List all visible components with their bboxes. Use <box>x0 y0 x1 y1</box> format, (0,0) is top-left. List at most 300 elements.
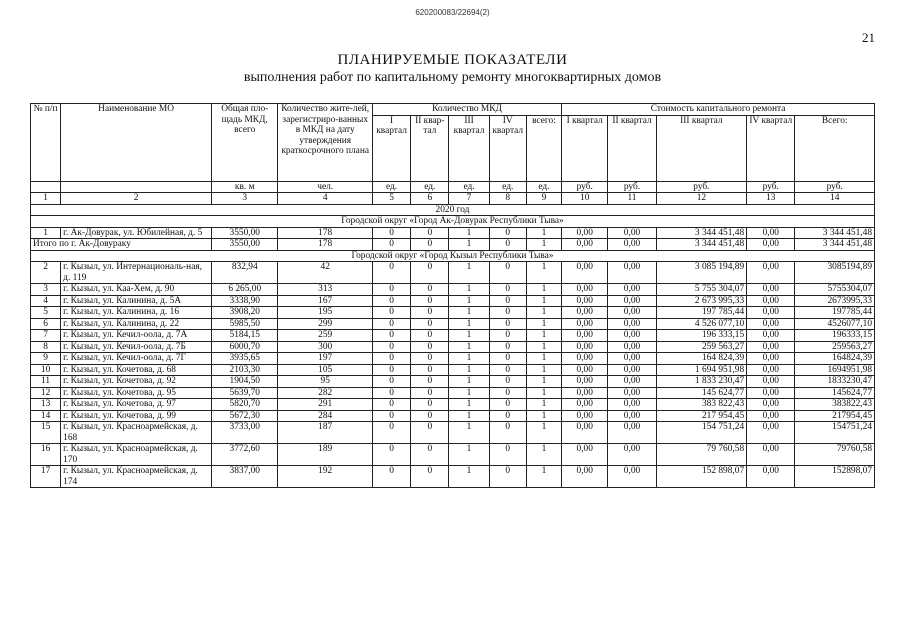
unit-cell: чел. <box>278 181 373 193</box>
header-residents: Количество жите-лей, зарегистриро-ванных в МКД на дату утверждения краткосрочного плана <box>278 104 373 182</box>
mkd-total: 1 <box>526 422 561 444</box>
mkd-q1: 0 <box>372 466 410 488</box>
column-number: 11 <box>608 193 656 205</box>
mkd-q3: 1 <box>449 295 489 307</box>
area-value: 3733,00 <box>212 422 278 444</box>
row-number: 10 <box>31 364 61 376</box>
mkd-total: 1 <box>526 262 561 284</box>
cost-total: 259563,27 <box>795 341 875 353</box>
cost-q1: 0,00 <box>562 422 608 444</box>
mkd-q3: 1 <box>449 376 489 388</box>
column-number: 2 <box>61 193 212 205</box>
summary-mkd-q3: 1 <box>449 239 489 251</box>
unit-cell: ед. <box>372 181 410 193</box>
mkd-q2: 0 <box>411 376 449 388</box>
mkd-q4: 0 <box>489 284 526 296</box>
mkd-q2: 0 <box>411 387 449 399</box>
section-row <box>31 216 875 228</box>
mkd-total: 1 <box>526 376 561 388</box>
mkd-q2: 0 <box>411 318 449 330</box>
column-number-row <box>31 193 875 205</box>
residents-value: 42 <box>278 262 373 284</box>
header-mkd-q4: IV квартал <box>489 115 526 181</box>
cost-q4: 0,00 <box>747 227 795 239</box>
table-row <box>31 387 875 399</box>
cost-q3: 152 898,07 <box>656 466 747 488</box>
column-number: 6 <box>411 193 449 205</box>
page-subtitle: выполнения работ по капитальному ремонту многоквартирных домов <box>243 70 662 85</box>
cost-total: 3 344 451,48 <box>795 227 875 239</box>
cost-q1: 0,00 <box>562 284 608 296</box>
cost-q4: 0,00 <box>747 341 795 353</box>
mkd-q1: 0 <box>372 262 410 284</box>
area-value: 1904,50 <box>212 376 278 388</box>
mkd-total: 1 <box>526 387 561 399</box>
cost-q2: 0,00 <box>608 284 656 296</box>
row-number: 8 <box>31 341 61 353</box>
cost-q2: 0,00 <box>608 318 656 330</box>
cost-q4: 0,00 <box>747 284 795 296</box>
mkd-total: 1 <box>526 284 561 296</box>
table-row <box>31 422 875 444</box>
cost-q3: 4 526 077,10 <box>656 318 747 330</box>
header-cost-group: Стоимость капитального ремонта <box>562 104 875 116</box>
unit-cell: ед. <box>489 181 526 193</box>
row-number: 1 <box>31 227 61 239</box>
cost-q3: 3 085 194,89 <box>656 262 747 284</box>
mo-name: г. Кызыл, ул. Кочетова, д. 68 <box>61 364 212 376</box>
area-value: 5672,30 <box>212 410 278 422</box>
cost-q2: 0,00 <box>608 444 656 466</box>
cost-q4: 0,00 <box>747 262 795 284</box>
residents-value: 313 <box>278 284 373 296</box>
mkd-q1: 0 <box>372 353 410 365</box>
residents-value: 259 <box>278 330 373 342</box>
summary-cost-q1: 0,00 <box>562 239 608 251</box>
mo-name: г. Кызыл, ул. Калинина, д. 16 <box>61 307 212 319</box>
table-row <box>31 444 875 466</box>
mkd-q1: 0 <box>372 387 410 399</box>
cost-q3: 3 344 451,48 <box>656 227 747 239</box>
mkd-q4: 0 <box>489 307 526 319</box>
cost-q4: 0,00 <box>747 364 795 376</box>
row-number: 16 <box>31 444 61 466</box>
mkd-q2: 0 <box>411 444 449 466</box>
summary-residents-value: 178 <box>278 239 373 251</box>
cost-total: 5755304,07 <box>795 284 875 296</box>
cost-q4: 0,00 <box>747 444 795 466</box>
mo-name: г. Кызыл, ул. Калинина, д. 5А <box>61 295 212 307</box>
area-value: 5184,15 <box>212 330 278 342</box>
mkd-q2: 0 <box>411 330 449 342</box>
table-row <box>31 318 875 330</box>
section-title: Городской округ «Город Кызыл Республики Тыва» <box>31 250 875 262</box>
cost-total: 197785,44 <box>795 307 875 319</box>
header-cost-q3: III квартал <box>656 115 747 181</box>
mkd-q4: 0 <box>489 330 526 342</box>
cost-q2: 0,00 <box>608 376 656 388</box>
cost-total: 196333,15 <box>795 330 875 342</box>
cost-total: 1833230,47 <box>795 376 875 388</box>
mkd-q3: 1 <box>449 364 489 376</box>
table-row <box>31 307 875 319</box>
mkd-q4: 0 <box>489 364 526 376</box>
mkd-q3: 1 <box>449 422 489 444</box>
cost-q2: 0,00 <box>608 330 656 342</box>
mkd-q1: 0 <box>372 364 410 376</box>
area-value: 2103,30 <box>212 364 278 376</box>
area-value: 3550,00 <box>212 227 278 239</box>
mkd-q2: 0 <box>411 422 449 444</box>
cost-q1: 0,00 <box>562 330 608 342</box>
table-row <box>31 227 875 239</box>
cost-q2: 0,00 <box>608 227 656 239</box>
mo-name: г. Кызыл, ул. Кочетова, д. 97 <box>61 399 212 411</box>
row-number: 12 <box>31 387 61 399</box>
summary-cost-q4: 0,00 <box>747 239 795 251</box>
residents-value: 189 <box>278 444 373 466</box>
summary-row <box>31 239 875 251</box>
mkd-q4: 0 <box>489 262 526 284</box>
cost-q2: 0,00 <box>608 307 656 319</box>
mkd-q4: 0 <box>489 466 526 488</box>
table-row <box>31 410 875 422</box>
cost-q1: 0,00 <box>562 262 608 284</box>
area-value: 5820,70 <box>212 399 278 411</box>
column-number: 10 <box>562 193 608 205</box>
summary-mkd-q1: 0 <box>372 239 410 251</box>
cost-q3: 164 824,39 <box>656 353 747 365</box>
mkd-total: 1 <box>526 318 561 330</box>
mkd-q1: 0 <box>372 227 410 239</box>
mkd-q3: 1 <box>449 341 489 353</box>
mkd-q3: 1 <box>449 387 489 399</box>
cost-q4: 0,00 <box>747 295 795 307</box>
summary-area-value: 3550,00 <box>212 239 278 251</box>
mo-name: г. Кызыл, ул. Кечил-оола, д. 7Б <box>61 341 212 353</box>
residents-value: 178 <box>278 227 373 239</box>
mkd-q1: 0 <box>372 295 410 307</box>
table-row <box>31 330 875 342</box>
table-row <box>31 376 875 388</box>
cost-q4: 0,00 <box>747 410 795 422</box>
table-row <box>31 399 875 411</box>
header-no: № п/п <box>31 104 61 182</box>
row-number: 7 <box>31 330 61 342</box>
area-value: 3772,60 <box>212 444 278 466</box>
mkd-q4: 0 <box>489 399 526 411</box>
area-value: 6000,70 <box>212 341 278 353</box>
summary-cost-total: 3 344 451,48 <box>795 239 875 251</box>
residents-value: 284 <box>278 410 373 422</box>
mkd-q2: 0 <box>411 341 449 353</box>
mkd-q3: 1 <box>449 307 489 319</box>
mkd-total: 1 <box>526 444 561 466</box>
mkd-total: 1 <box>526 341 561 353</box>
header-mkd-q3: III квартал <box>449 115 489 181</box>
mkd-q3: 1 <box>449 466 489 488</box>
cost-total: 2673995,33 <box>795 295 875 307</box>
cost-q4: 0,00 <box>747 422 795 444</box>
area-value: 3837,00 <box>212 466 278 488</box>
header-mkd-group: Количество МКД <box>372 104 561 116</box>
row-number: 2 <box>31 262 61 284</box>
mkd-total: 1 <box>526 227 561 239</box>
cost-total: 383822,43 <box>795 399 875 411</box>
unit-cell: ед. <box>449 181 489 193</box>
mkd-total: 1 <box>526 295 561 307</box>
mkd-q1: 0 <box>372 307 410 319</box>
cost-total: 154751,24 <box>795 422 875 444</box>
mkd-q1: 0 <box>372 284 410 296</box>
column-number: 1 <box>31 193 61 205</box>
mkd-q1: 0 <box>372 410 410 422</box>
row-number: 15 <box>31 422 61 444</box>
unit-cell: руб. <box>608 181 656 193</box>
cost-total: 145624,77 <box>795 387 875 399</box>
mo-name: г. Кызыл, ул. Кочетова, д. 95 <box>61 387 212 399</box>
cost-q2: 0,00 <box>608 295 656 307</box>
area-value: 6 265,00 <box>212 284 278 296</box>
residents-value: 105 <box>278 364 373 376</box>
mkd-q3: 1 <box>449 227 489 239</box>
residents-value: 95 <box>278 376 373 388</box>
cost-q3: 2 673 995,33 <box>656 295 747 307</box>
cost-total: 164824,39 <box>795 353 875 365</box>
mkd-q4: 0 <box>489 444 526 466</box>
unit-cell: ед. <box>526 181 561 193</box>
area-value: 832,94 <box>212 262 278 284</box>
unit-cell: ед. <box>411 181 449 193</box>
cost-q1: 0,00 <box>562 307 608 319</box>
mkd-q4: 0 <box>489 227 526 239</box>
mkd-q4: 0 <box>489 341 526 353</box>
table-row <box>31 353 875 365</box>
residents-value: 300 <box>278 341 373 353</box>
year-row <box>31 204 875 216</box>
mo-name: г. Кызыл, ул. Красноармейская, д. 174 <box>61 466 212 488</box>
header-mkd-total: всего: <box>526 115 561 181</box>
mkd-q2: 0 <box>411 262 449 284</box>
mkd-total: 1 <box>526 410 561 422</box>
summary-mkd-q2: 0 <box>411 239 449 251</box>
cost-q2: 0,00 <box>608 399 656 411</box>
cost-q1: 0,00 <box>562 353 608 365</box>
table-row <box>31 341 875 353</box>
table-row <box>31 284 875 296</box>
cost-q1: 0,00 <box>562 227 608 239</box>
unit-cell: руб. <box>795 181 875 193</box>
header-area: Общая пло-щадь МКД, всего <box>212 104 278 182</box>
row-number: 14 <box>31 410 61 422</box>
cost-q2: 0,00 <box>608 466 656 488</box>
cost-q1: 0,00 <box>562 295 608 307</box>
mkd-total: 1 <box>526 307 561 319</box>
mo-name: г. Кызыл, ул. Кочетова, д. 92 <box>61 376 212 388</box>
mkd-q4: 0 <box>489 353 526 365</box>
cost-total: 79760,58 <box>795 444 875 466</box>
cost-q1: 0,00 <box>562 341 608 353</box>
mkd-q4: 0 <box>489 422 526 444</box>
units-row <box>31 181 875 193</box>
mkd-q2: 0 <box>411 353 449 365</box>
mkd-q2: 0 <box>411 410 449 422</box>
mo-name: г. Кызыл, ул. Каа-Хем, д. 90 <box>61 284 212 296</box>
residents-value: 167 <box>278 295 373 307</box>
cost-q3: 79 760,58 <box>656 444 747 466</box>
cost-total: 3085194,89 <box>795 262 875 284</box>
cost-q2: 0,00 <box>608 353 656 365</box>
summary-mkd-total: 1 <box>526 239 561 251</box>
cost-q3: 1 694 951,98 <box>656 364 747 376</box>
mkd-q2: 0 <box>411 227 449 239</box>
document-code: 620200083/22694(2) <box>415 8 490 17</box>
cost-q2: 0,00 <box>608 341 656 353</box>
column-number: 5 <box>372 193 410 205</box>
mo-name: г. Кызыл, ул. Кочетова, д. 99 <box>61 410 212 422</box>
area-value: 3935,65 <box>212 353 278 365</box>
cost-q4: 0,00 <box>747 466 795 488</box>
row-number: 3 <box>31 284 61 296</box>
mkd-q2: 0 <box>411 399 449 411</box>
row-number: 17 <box>31 466 61 488</box>
cost-q4: 0,00 <box>747 399 795 411</box>
cost-q4: 0,00 <box>747 307 795 319</box>
residents-value: 197 <box>278 353 373 365</box>
column-number: 9 <box>526 193 561 205</box>
header-cost-q4: IV квартал <box>747 115 795 181</box>
unit-cell: руб. <box>562 181 608 193</box>
area-value: 5639,70 <box>212 387 278 399</box>
unit-cell: кв. м <box>212 181 278 193</box>
mkd-q3: 1 <box>449 399 489 411</box>
cost-q2: 0,00 <box>608 422 656 444</box>
area-value: 5985,50 <box>212 318 278 330</box>
cost-q4: 0,00 <box>747 387 795 399</box>
residents-value: 299 <box>278 318 373 330</box>
mo-name: г. Кызыл, ул. Кечил-оола, д. 7Г <box>61 353 212 365</box>
mkd-q3: 1 <box>449 410 489 422</box>
cost-q3: 197 785,44 <box>656 307 747 319</box>
cost-q2: 0,00 <box>608 387 656 399</box>
column-number: 8 <box>489 193 526 205</box>
cost-q1: 0,00 <box>562 444 608 466</box>
mkd-q2: 0 <box>411 307 449 319</box>
table-row <box>31 466 875 488</box>
column-number: 14 <box>795 193 875 205</box>
mkd-q2: 0 <box>411 295 449 307</box>
section-title: Городской округ «Город Ак-Довурак Республики Тыва» <box>31 216 875 228</box>
mkd-total: 1 <box>526 364 561 376</box>
summary-cost-q3: 3 344 451,48 <box>656 239 747 251</box>
capital-repair-table <box>30 103 875 488</box>
mkd-q4: 0 <box>489 376 526 388</box>
summary-label: Итого по г. Ак-Довураку <box>31 239 212 251</box>
header-row-1 <box>31 104 875 116</box>
cost-q4: 0,00 <box>747 376 795 388</box>
cost-q1: 0,00 <box>562 410 608 422</box>
mkd-q1: 0 <box>372 330 410 342</box>
cost-q1: 0,00 <box>562 364 608 376</box>
residents-value: 192 <box>278 466 373 488</box>
mo-name: г. Кызыл, ул. Красноармейская, д. 168 <box>61 422 212 444</box>
cost-q3: 1 833 230,47 <box>656 376 747 388</box>
cost-q2: 0,00 <box>608 262 656 284</box>
residents-value: 291 <box>278 399 373 411</box>
table-row <box>31 364 875 376</box>
cost-total: 217954,45 <box>795 410 875 422</box>
mkd-q2: 0 <box>411 364 449 376</box>
mo-name: г. Ак-Довурак, ул. Юбилейная, д. 5 <box>61 227 212 239</box>
cost-q3: 145 624,77 <box>656 387 747 399</box>
residents-value: 195 <box>278 307 373 319</box>
cost-q1: 0,00 <box>562 387 608 399</box>
column-number: 7 <box>449 193 489 205</box>
unit-cell: руб. <box>747 181 795 193</box>
mo-name: г. Кызыл, ул. Калинина, д. 22 <box>61 318 212 330</box>
row-number: 13 <box>31 399 61 411</box>
table-row <box>31 262 875 284</box>
mkd-total: 1 <box>526 330 561 342</box>
page-title: ПЛАНИРУЕМЫЕ ПОКАЗАТЕЛИ <box>337 52 568 68</box>
cost-q3: 259 563,27 <box>656 341 747 353</box>
row-number: 6 <box>31 318 61 330</box>
mkd-q3: 1 <box>449 318 489 330</box>
mkd-q2: 0 <box>411 284 449 296</box>
year-label: 2020 год <box>31 204 875 216</box>
mkd-q1: 0 <box>372 318 410 330</box>
mkd-q4: 0 <box>489 387 526 399</box>
column-number: 13 <box>747 193 795 205</box>
mkd-q3: 1 <box>449 284 489 296</box>
mkd-q1: 0 <box>372 376 410 388</box>
mkd-q4: 0 <box>489 318 526 330</box>
page-number: 21 <box>862 30 875 45</box>
row-number: 5 <box>31 307 61 319</box>
cost-q2: 0,00 <box>608 364 656 376</box>
mkd-total: 1 <box>526 399 561 411</box>
summary-cost-q2: 0,00 <box>608 239 656 251</box>
mkd-q4: 0 <box>489 410 526 422</box>
header-cost-q1: I квартал <box>562 115 608 181</box>
unit-cell: руб. <box>656 181 747 193</box>
summary-mkd-q4: 0 <box>489 239 526 251</box>
cost-q3: 383 822,43 <box>656 399 747 411</box>
cost-q4: 0,00 <box>747 318 795 330</box>
mkd-q3: 1 <box>449 262 489 284</box>
mkd-q2: 0 <box>411 466 449 488</box>
cost-q1: 0,00 <box>562 399 608 411</box>
row-number: 11 <box>31 376 61 388</box>
cost-total: 4526077,10 <box>795 318 875 330</box>
mkd-total: 1 <box>526 353 561 365</box>
residents-value: 282 <box>278 387 373 399</box>
unit-cell <box>61 181 212 193</box>
header-mkd-q1: I квартал <box>372 115 410 181</box>
cost-q1: 0,00 <box>562 466 608 488</box>
row-number: 9 <box>31 353 61 365</box>
cost-total: 152898,07 <box>795 466 875 488</box>
mkd-q1: 0 <box>372 399 410 411</box>
header-mkd-q2: II квар-тал <box>411 115 449 181</box>
column-number: 4 <box>278 193 373 205</box>
cost-q1: 0,00 <box>562 376 608 388</box>
cost-total: 1694951,98 <box>795 364 875 376</box>
area-value: 3338,90 <box>212 295 278 307</box>
section-row <box>31 250 875 262</box>
cost-q2: 0,00 <box>608 410 656 422</box>
cost-q3: 154 751,24 <box>656 422 747 444</box>
